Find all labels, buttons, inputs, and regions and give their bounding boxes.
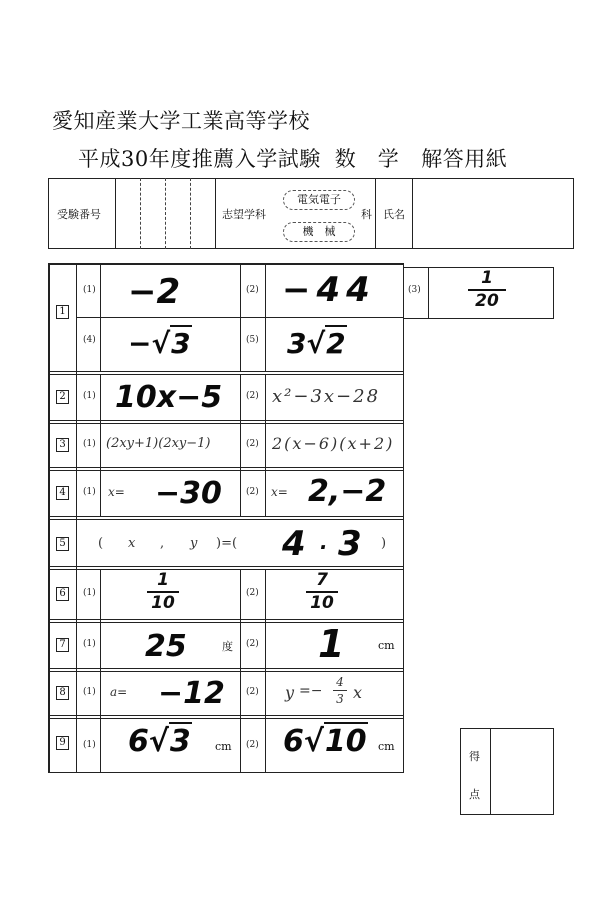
q2-2-answer[interactable]: x²−3x−28 <box>272 386 381 407</box>
q9-1-answer[interactable]: 6√3 <box>128 724 191 759</box>
q4-2-answer[interactable]: 2,−2 <box>308 474 387 509</box>
sheet-name: 解答用紙 <box>421 147 508 171</box>
q8-2-answer[interactable] <box>285 676 395 712</box>
q9-2-label: (2) <box>246 740 259 750</box>
q1-5-coef: 3 <box>287 327 307 360</box>
q1-3-label: (3) <box>408 285 421 295</box>
dept-option-electrical[interactable]: 電気電子 <box>283 190 355 210</box>
q7-2-unit: cm <box>378 639 395 652</box>
exam-title <box>78 143 507 173</box>
q1-2-label: (2) <box>246 285 259 295</box>
q3-1-answer[interactable]: (2xy+1)(2xy−1) <box>106 436 211 451</box>
q3-1-label: (1) <box>83 439 96 449</box>
q3-number: 3 <box>56 438 69 452</box>
q6-1-denominator: 10 <box>151 593 175 613</box>
q1-number: 1 <box>56 305 69 319</box>
q1-4-sign: − <box>128 327 152 360</box>
q1-5-radicand: 2 <box>326 327 346 360</box>
q7-1-unit: 度 <box>222 640 233 653</box>
dept-option-mechanical[interactable]: 機 械 <box>283 222 355 242</box>
q6-2-numerator: 7 <box>316 570 328 590</box>
q5-close-eq: )=( <box>216 536 238 551</box>
subject-name: 数 学 <box>334 147 400 171</box>
q7-number: 7 <box>56 638 69 652</box>
q1-1-label: (1) <box>83 285 96 295</box>
dept-suffix: 科 <box>361 208 372 221</box>
q6-1-answer[interactable] <box>147 572 179 612</box>
q8-2-denominator: 3 <box>336 692 344 706</box>
q1-5-answer[interactable]: 3√2 <box>287 327 346 360</box>
q6-1-label: (1) <box>83 588 96 598</box>
q7-1-answer[interactable]: 25 <box>145 629 187 664</box>
q8-1-answer[interactable]: −12 <box>158 676 225 711</box>
q6-number: 6 <box>56 587 69 601</box>
q7-2-answer[interactable]: 1 <box>318 622 345 666</box>
q5-answer-x[interactable]: 4 <box>282 524 306 564</box>
q8-number: 8 <box>56 686 69 700</box>
q5-answer-comma: . <box>320 530 328 554</box>
q9-1-label: (1) <box>83 740 96 750</box>
q8-1-label: (1) <box>83 687 96 697</box>
exam-name: 平成30年度推薦入学試験 <box>78 147 321 171</box>
q1-4-radicand: 3 <box>171 327 191 360</box>
school-name: 愛知産業大学工業高等学校 <box>52 109 310 133</box>
q9-2-radicand: 10 <box>324 724 367 759</box>
q5-x: x <box>128 536 136 551</box>
q2-1-answer[interactable]: 10x−5 <box>115 380 223 415</box>
q9-1-coef: 6 <box>128 724 149 759</box>
q1-2-answer[interactable]: −44 <box>282 270 376 310</box>
q3-2-answer[interactable]: 2(x−6)(x+2) <box>272 434 395 453</box>
q1-3-answer[interactable] <box>468 270 506 310</box>
q4-2-prefix: x= <box>271 485 288 499</box>
name-label: 氏名 <box>383 208 405 221</box>
q5-close: ) <box>381 536 387 551</box>
q3-2-label: (2) <box>246 439 259 449</box>
q8-2-x: x <box>353 683 363 702</box>
dept-label: 志望学科 <box>222 208 266 221</box>
q5-number: 5 <box>56 537 69 551</box>
q6-2-label: (2) <box>246 588 259 598</box>
q8-1-prefix: a= <box>110 685 128 699</box>
q4-1-prefix: x= <box>108 485 125 499</box>
score-field[interactable] <box>491 729 553 814</box>
q5-comma: , <box>160 536 165 551</box>
q8-2-y: y <box>285 683 295 702</box>
q4-2-label: (2) <box>246 487 259 497</box>
q8-2-eq: =− <box>299 683 323 699</box>
exam-number-label: 受験番号 <box>57 208 101 221</box>
exam-number-field[interactable] <box>116 179 215 248</box>
q9-2-coef: 6 <box>283 724 304 759</box>
q9-1-radicand: 3 <box>169 724 191 759</box>
q2-2-label: (2) <box>246 391 259 401</box>
q6-1-numerator: 1 <box>157 570 169 590</box>
q1-4-answer[interactable]: −√3 <box>128 327 191 360</box>
q5-y: y <box>190 536 198 551</box>
q9-1-unit: cm <box>215 740 232 753</box>
q1-3-denominator: 20 <box>475 291 499 311</box>
q4-number: 4 <box>56 486 69 500</box>
q6-2-denominator: 10 <box>310 593 334 613</box>
q8-2-label: (2) <box>246 687 259 697</box>
q4-1-label: (1) <box>83 487 96 497</box>
name-field[interactable] <box>413 179 573 248</box>
score-label-1: 得 <box>469 750 480 763</box>
q1-4-label: (4) <box>83 335 96 345</box>
q9-2-answer[interactable]: 6√10 <box>283 724 367 759</box>
score-label-2: 点 <box>469 788 480 801</box>
q4-1-answer[interactable]: −30 <box>155 476 222 511</box>
q5-open: ( <box>98 536 104 551</box>
q8-2-fraction <box>333 676 347 705</box>
q8-2-numerator: 4 <box>336 675 344 689</box>
q7-1-label: (1) <box>83 639 96 649</box>
q7-2-label: (2) <box>246 639 259 649</box>
q5-answer-y[interactable]: 3 <box>338 524 362 564</box>
q1-3-numerator: 1 <box>481 268 493 288</box>
q9-number: 9 <box>56 736 69 750</box>
q1-5-label: (5) <box>246 335 259 345</box>
q2-number: 2 <box>56 390 69 404</box>
q6-2-answer[interactable] <box>306 572 338 612</box>
q9-2-unit: cm <box>378 740 395 753</box>
q1-1-answer[interactable]: −2 <box>128 272 181 312</box>
q2-1-label: (1) <box>83 391 96 401</box>
